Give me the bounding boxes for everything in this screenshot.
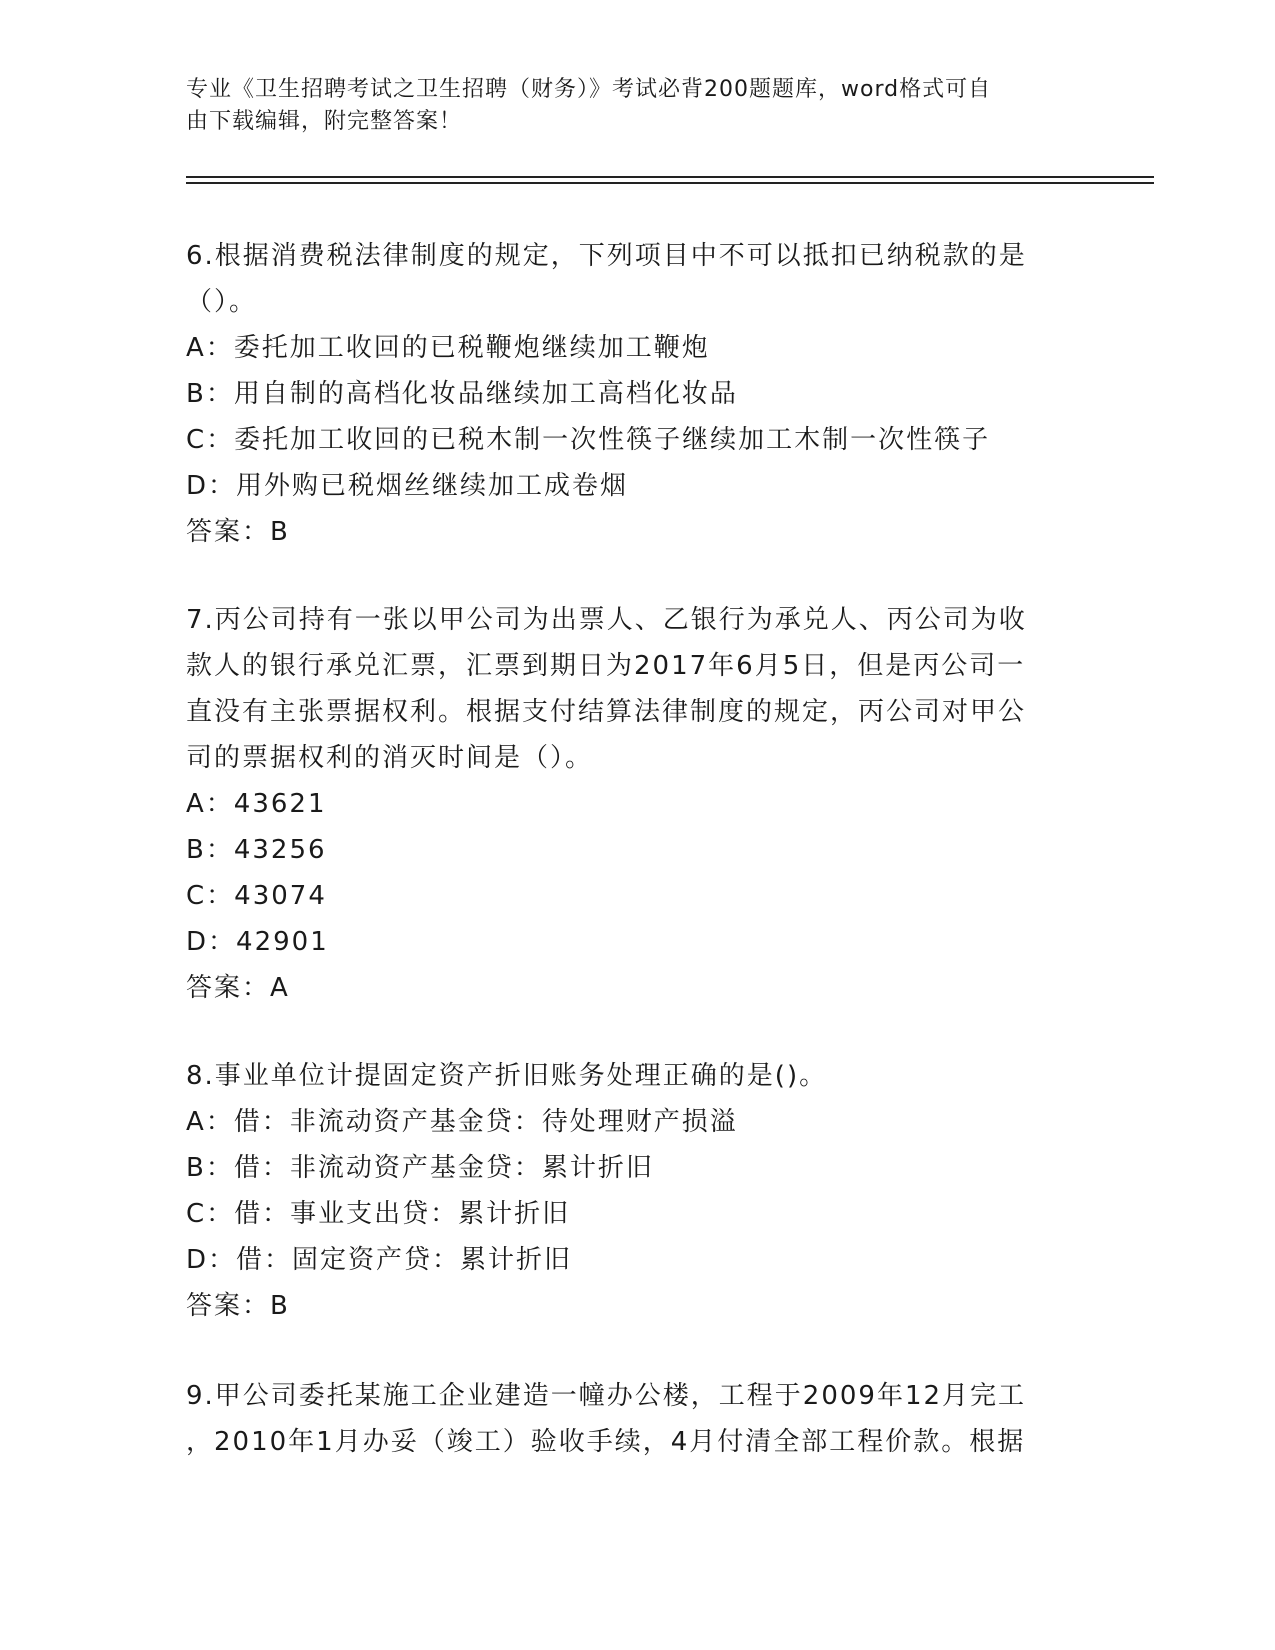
question-stem-line: ，2010年1月办妥（竣工）验收手续，4月付清全部工程价款。根据 [186, 1427, 1026, 1457]
question-stem-line: 6.根据消费税法律制度的规定，下列项目中不可以抵扣已纳税款的是 [186, 241, 1027, 271]
option-c: C：43074 [186, 881, 327, 911]
option-c: C：委托加工收回的已税木制一次性筷子继续加工木制一次性筷子 [186, 425, 991, 455]
question-stem-line: 款人的银行承兑汇票，汇票到期日为2017年6月5日，但是丙公司一 [186, 651, 1026, 681]
question-stem-line: 直没有主张票据权利。根据支付结算法律制度的规定，丙公司对甲公 [186, 697, 1027, 727]
question-stem-line: 7.丙公司持有一张以甲公司为出票人、乙银行为承兑人、丙公司为收 [186, 605, 1027, 635]
question-6 [186, 233, 1086, 555]
option-d: D：42901 [186, 927, 329, 957]
header-divider-bottom [186, 182, 1154, 184]
answer: 答案：B [186, 517, 290, 547]
option-b: B：43256 [186, 835, 327, 865]
header-divider-top [186, 176, 1154, 178]
option-a: A：43621 [186, 789, 327, 819]
question-stem-line: （）。 [186, 287, 258, 317]
question-8 [186, 1053, 1086, 1329]
option-a: A：委托加工收回的已税鞭炮继续加工鞭炮 [186, 333, 710, 363]
option-d: D：借：固定资产贷：累计折旧 [186, 1245, 573, 1275]
option-b: B：用自制的高档化妆品继续加工高档化妆品 [186, 379, 738, 409]
header-line-1: 专业《卫生招聘考试之卫生招聘（财务）》考试必背200题题库，word格式可自 [186, 77, 992, 102]
option-b: B：借：非流动资产基金贷：累计折旧 [186, 1153, 654, 1183]
option-d: D：用外购已税烟丝继续加工成卷烟 [186, 471, 629, 501]
answer: 答案：A [186, 973, 290, 1003]
question-7 [186, 597, 1086, 1011]
header-line-2: 由下载编辑，附完整答案！ [186, 109, 463, 134]
answer: 答案：B [186, 1291, 290, 1321]
question-stem-line: 9.甲公司委托某施工企业建造一幢办公楼，工程于2009年12月完工 [186, 1381, 1027, 1411]
document-header [186, 74, 1086, 138]
option-c: C：借：事业支出贷：累计折旧 [186, 1199, 571, 1229]
question-stem-line: 司的票据权利的消灭时间是（）。 [186, 743, 594, 773]
question-stem-line: 8.事业单位计提固定资产折旧账务处理正确的是()。 [186, 1061, 828, 1091]
question-9 [186, 1373, 1086, 1465]
option-a: A：借：非流动资产基金贷：待处理财产损溢 [186, 1107, 738, 1137]
